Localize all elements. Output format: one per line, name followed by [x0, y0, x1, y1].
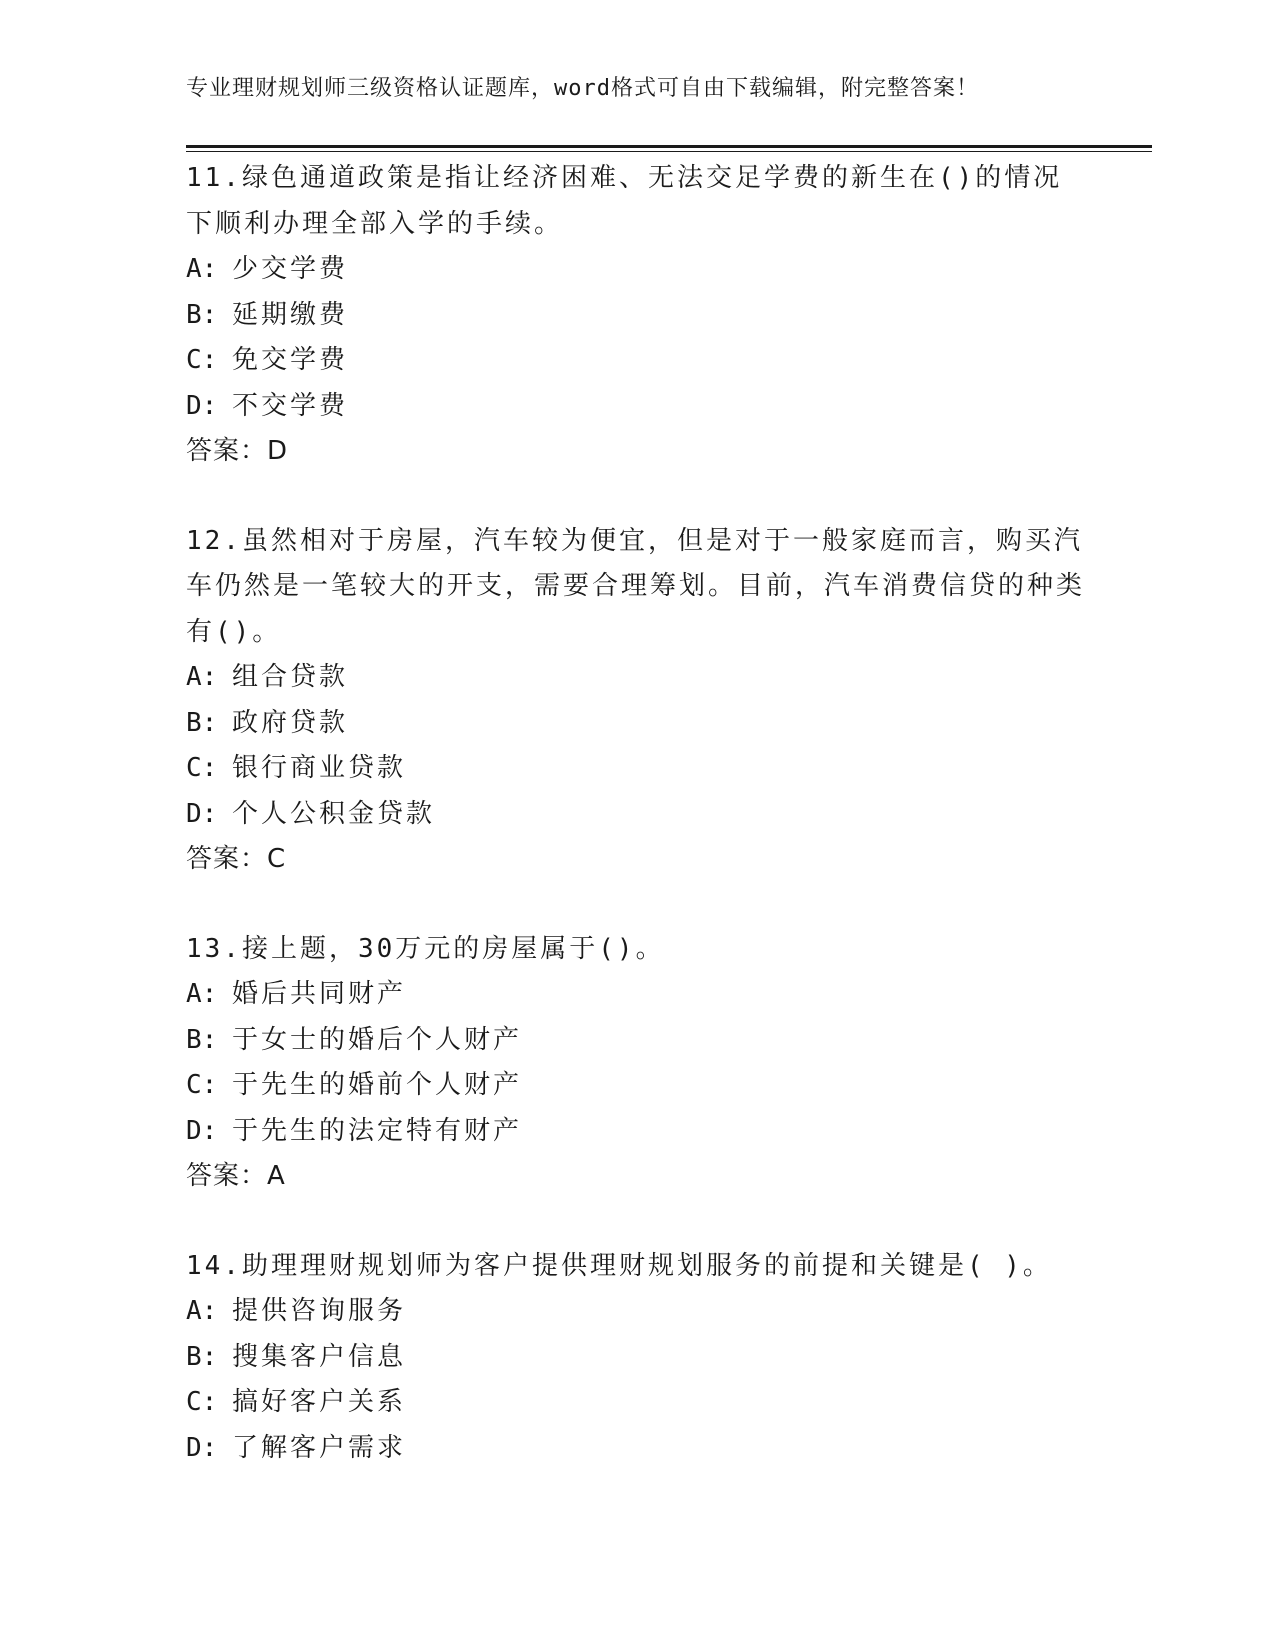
option-letter: B:: [186, 1341, 218, 1372]
option-letter: B:: [186, 1024, 218, 1055]
question-stem: 13.接上题，30万元的房屋属于()。: [186, 933, 665, 964]
option-text: 延期缴费: [232, 299, 349, 330]
option-letter: C:: [186, 1387, 218, 1417]
option-letter: D:: [186, 1432, 218, 1463]
option-a: [186, 247, 1086, 293]
option-d: [186, 1426, 1086, 1472]
option-text: 个人公积金贷款: [232, 798, 436, 829]
option-d: [186, 792, 1086, 838]
option-c: [186, 746, 1086, 792]
option-letter: A:: [186, 254, 218, 284]
option-b: [186, 701, 1086, 747]
answer-line: 答案：D: [186, 436, 289, 466]
page-header: 专业理财规划师三级资格认证题库，word格式可自由下载编辑，附完整答案！: [186, 76, 979, 101]
question-14: [186, 1244, 1086, 1472]
option-a: [186, 1289, 1086, 1335]
option-text: 组合贷款: [232, 662, 349, 692]
question-13: [186, 927, 1086, 1200]
question-stem: 11.绿色通道政策是指让经济困难、无法交足学费的新生在()的情况下顺利办理全部入学的手续。: [186, 163, 1063, 239]
option-text: 提供咨询服务: [232, 1296, 407, 1326]
option-d: [186, 1109, 1086, 1155]
option-text: 少交学费: [232, 254, 349, 284]
option-letter: D:: [186, 1115, 218, 1146]
option-c: [186, 1063, 1086, 1109]
option-letter: B:: [186, 299, 218, 330]
answer-line: 答案：A: [186, 1161, 286, 1191]
option-d: [186, 384, 1086, 430]
option-c: [186, 1380, 1086, 1426]
header-rule-thick: [186, 145, 1152, 148]
option-letter: C:: [186, 753, 218, 783]
option-letter: B:: [186, 707, 218, 738]
question-list: [186, 156, 1086, 1515]
header-rule-thin: [186, 151, 1152, 152]
option-text: 搜集客户信息: [232, 1341, 407, 1372]
option-a: [186, 972, 1086, 1018]
option-text: 银行商业贷款: [232, 753, 407, 783]
option-text: 政府贷款: [232, 707, 349, 738]
option-a: [186, 655, 1086, 701]
option-c: [186, 338, 1086, 384]
option-text: 不交学费: [232, 390, 349, 421]
option-letter: C:: [186, 345, 218, 375]
option-letter: D:: [186, 798, 218, 829]
question-stem: 12.虽然相对于房屋，汽车较为便宜，但是对于一般家庭而言，购买汽车仍然是一笔较大的开支，需要合理筹划。目前，汽车消费信贷的种类有()。: [186, 525, 1086, 647]
option-text: 于先生的婚前个人财产: [232, 1070, 523, 1100]
option-letter: D:: [186, 390, 218, 421]
option-text: 了解客户需求: [232, 1432, 407, 1463]
question-stem: 14.助理理财规划师为客户提供理财规划服务的前提和关键是( )。: [186, 1250, 1052, 1281]
option-letter: A:: [186, 979, 218, 1009]
question-12: [186, 519, 1086, 883]
option-letter: C:: [186, 1070, 218, 1100]
option-text: 搞好客户关系: [232, 1387, 407, 1417]
question-11: [186, 156, 1086, 475]
option-b: [186, 293, 1086, 339]
option-b: [186, 1335, 1086, 1381]
option-text: 婚后共同财产: [232, 979, 407, 1009]
option-text: 于女士的婚后个人财产: [232, 1024, 523, 1055]
option-letter: A:: [186, 662, 218, 692]
option-b: [186, 1018, 1086, 1064]
option-letter: A:: [186, 1296, 218, 1326]
answer-line: 答案：C: [186, 844, 287, 874]
option-text: 于先生的法定特有财产: [232, 1115, 523, 1146]
option-text: 免交学费: [232, 345, 349, 375]
